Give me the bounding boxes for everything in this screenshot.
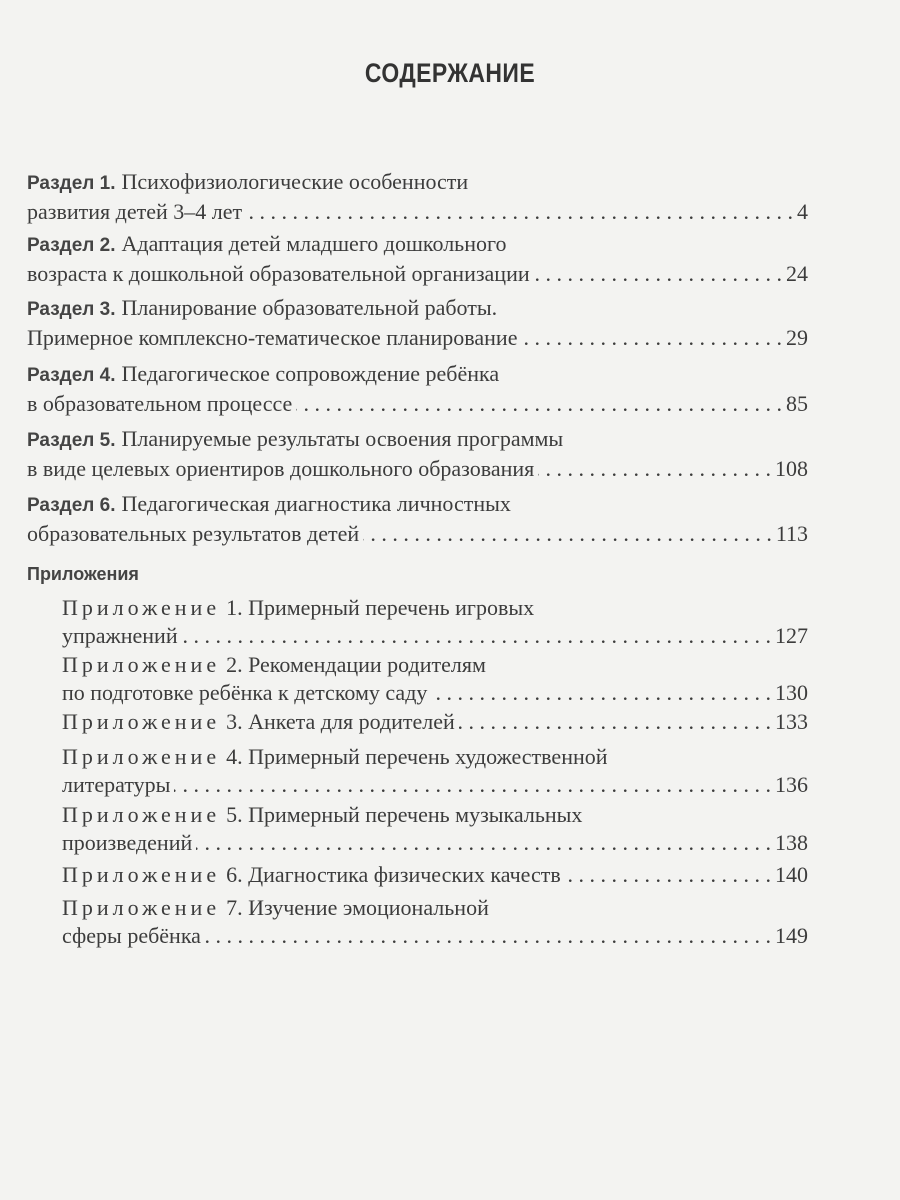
entry-title-line2: по подготовке ребёнка к детскому саду — [62, 680, 428, 705]
page-number: 138 — [775, 830, 808, 855]
page-number: 24 — [786, 261, 808, 286]
entry-label: Раздел 3. — [27, 299, 116, 320]
entry-title-line1: 7. Изучение эмоциональной — [226, 895, 489, 920]
dot-leader — [431, 679, 771, 707]
entry-label: Приложение — [62, 862, 221, 887]
toc-appendix-entry[interactable] — [62, 861, 808, 889]
entry-title-line1: 6. Диагностика физических качеств — [226, 862, 561, 887]
entry-title-line2: сферы ребёнка — [62, 923, 201, 948]
entry-label: Раздел 4. — [27, 365, 116, 386]
entry-title-line1: Педагогическое сопровождение ребёнка — [121, 361, 500, 386]
toc-appendix-entry[interactable] — [62, 743, 808, 799]
toc-section-entry[interactable] — [27, 490, 808, 548]
entry-title-line1: Педагогическая диагностика личностных — [121, 491, 511, 516]
entry-title-line2: в виде целевых ориентиров дошкольного образования — [27, 456, 535, 481]
entry-label: Раздел 5. — [27, 430, 116, 451]
entry-title-line1: Планируемые результаты освоения программы — [121, 426, 564, 451]
page-number: 149 — [775, 923, 808, 948]
entry-title-line1: 1. Примерный перечень игровых — [226, 595, 535, 620]
page-number: 29 — [786, 325, 808, 350]
entry-title-line1: Планирование образовательной работы. — [121, 295, 498, 320]
toc-appendix-entry[interactable] — [62, 594, 808, 650]
entry-title-line1: 4. Примерный перечень художественной — [226, 744, 608, 769]
page-number: 4 — [797, 199, 808, 224]
entry-label: Раздел 2. — [27, 235, 116, 256]
appendices-heading: Приложения — [27, 564, 139, 584]
toc-section-entry[interactable] — [27, 294, 808, 352]
page-number: 127 — [775, 623, 808, 648]
toc-appendix-entry[interactable] — [62, 801, 808, 857]
entry-label: Раздел 1. — [27, 173, 116, 194]
dot-leader — [459, 708, 771, 736]
entry-title-line1: 5. Примерный перечень музыкальных — [226, 802, 583, 827]
dot-leader — [296, 390, 782, 418]
page-title: СОДЕРЖАНИЕ — [364, 58, 536, 88]
toc-section-entry[interactable] — [27, 230, 808, 288]
entry-title-line2: упражнений — [62, 623, 178, 648]
entry-title-line1: 2. Рекомендации родителям — [226, 652, 486, 677]
entry-label: Приложение — [62, 895, 221, 920]
dot-leader — [174, 771, 771, 799]
entry-title-line1: 3. Анкета для родителей — [226, 709, 455, 734]
page-number: 130 — [775, 680, 808, 705]
dot-leader — [521, 324, 782, 352]
toc-section-entry[interactable] — [27, 360, 808, 418]
toc-section-entry[interactable] — [27, 425, 808, 483]
entry-label: Приложение — [62, 595, 221, 620]
entry-label: Приложение — [62, 744, 221, 769]
entry-title-line2: в образовательном процессе — [27, 391, 293, 416]
dot-leader — [205, 922, 771, 950]
dot-leader — [246, 198, 793, 226]
page-number: 108 — [775, 456, 808, 481]
entry-title-line1: Адаптация детей младшего дошкольного — [121, 231, 507, 256]
entry-title-line2: литературы — [62, 772, 171, 797]
toc-appendix-entry[interactable] — [62, 894, 808, 950]
entry-label: Приложение — [62, 652, 221, 677]
entry-title-line2: возраста к дошкольной образовательной организации — [27, 261, 530, 286]
toc-appendix-entry[interactable] — [62, 708, 808, 736]
dot-leader — [196, 829, 771, 857]
entry-title-line2: Примерное комплексно-тематическое планирование — [27, 325, 518, 350]
page-number: 113 — [775, 521, 808, 546]
page-number: 140 — [775, 862, 808, 887]
entry-title-line1: Психофизиологические особенности — [121, 169, 469, 194]
toc-section-entry[interactable] — [27, 168, 808, 226]
entry-title-line2: произведений — [62, 830, 193, 855]
entry-label: Приложение — [62, 802, 221, 827]
entry-label: Раздел 6. — [27, 495, 116, 516]
page-number: 136 — [775, 772, 808, 797]
page-number: 133 — [775, 709, 808, 734]
dot-leader — [538, 455, 771, 483]
dot-leader — [565, 861, 771, 889]
dot-leader — [182, 622, 771, 650]
dot-leader — [363, 520, 772, 548]
entry-title-line2: развития детей 3–4 лет — [27, 199, 243, 224]
dot-leader — [534, 260, 782, 288]
entry-label: Приложение — [62, 709, 221, 734]
page-number: 85 — [786, 391, 808, 416]
entry-title-line2: образовательных результатов детей — [27, 521, 360, 546]
toc-appendix-entry[interactable] — [62, 651, 808, 707]
